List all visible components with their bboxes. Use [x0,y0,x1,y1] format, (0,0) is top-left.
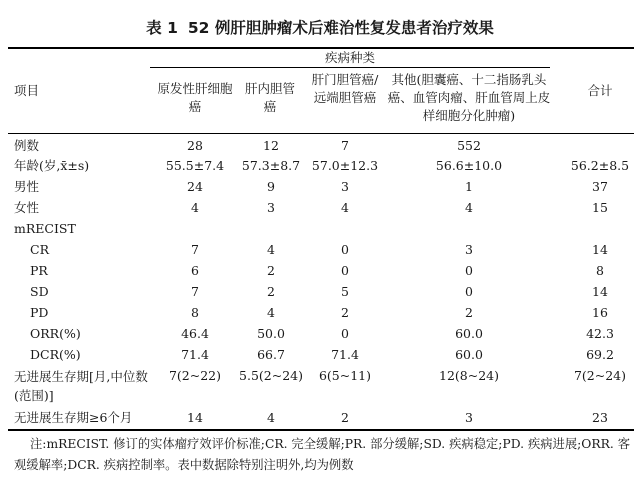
cell-v3: 2 [341,410,349,425]
bottom-rule [8,429,634,431]
cell-v2: 5.5(2~24) [239,368,303,383]
cell-v4: 4 [465,200,473,215]
header-bottom-rule [8,133,634,134]
cell-v1: 46.4 [181,326,209,341]
cell-v1: 71.4 [181,347,209,362]
cell-v2: 2 [267,284,275,299]
cell-v3: 57.0±12.3 [311,158,379,173]
cell-v4: 2 [465,305,473,320]
header-disease-group: 疾病种类 [324,50,375,65]
row-label: 无进展生存期≥6个月 [14,410,133,425]
cell-v1: 28 [187,138,203,153]
header-col-hcc: 原发性肝细胞癌 [157,81,233,114]
cell-v1: 7(2~22) [168,368,222,383]
table-note: 注:mRECIST. 修订的实体瘤疗效评价标准;CR. 完全缓解;PR. 部分缓解;SD. 疾病稳定;PD. 疾病进展;ORR. 客观缓解率;DCR. 疾病控制率。表中数据除特别注明外,均为例数 [14,437,630,472]
cell-v3: 0 [341,242,349,257]
cell-v2: 57.3±8.7 [241,158,301,173]
cell-total: 23 [592,410,608,425]
cell-total: 15 [592,200,608,215]
row-label: PD [30,305,49,320]
cell-v4: 12(8~24) [439,368,499,383]
cell-v3: 4 [341,200,349,215]
cell-v3: 7 [341,138,349,153]
cell-v1: 8 [191,305,199,320]
cell-v2: 50.0 [257,326,285,341]
cell-v4: 56.6±10.0 [435,158,503,173]
cell-v2: 3 [267,200,275,215]
cell-v4: 552 [457,138,481,153]
cell-v2: 12 [263,138,279,153]
cell-v4: 0 [465,284,473,299]
row-label: 女性 [14,200,40,215]
row-label: ORR(%) [30,326,81,341]
cell-v2: 4 [267,242,275,257]
cell-v1: 24 [187,179,203,194]
cell-v2: 2 [267,263,275,278]
cell-v2: 9 [267,179,275,194]
table-label: 表 1 [146,19,178,37]
cell-total: 69.2 [586,347,614,362]
cell-total: 37 [592,179,608,194]
cell-v3: 2 [341,305,349,320]
cell-v3: 0 [341,326,349,341]
cell-v3: 3 [341,179,349,194]
row-label: 年龄(岁,x̄±s) [14,158,90,173]
cell-v1: 7 [191,242,199,257]
cell-v1: 14 [187,410,203,425]
header-item: 项目 [14,83,40,98]
cell-v3: 71.4 [331,347,359,362]
cell-total: 14 [592,242,608,257]
row-label: 无进展生存期[月,中位数(范围)] [14,369,148,403]
row-label: 男性 [14,179,40,194]
cell-v1: 6 [191,263,199,278]
cell-total: 16 [592,305,608,320]
header-col-other: 其他(胆囊癌、十二指肠乳头癌、血管肉瘤、肝血管周上皮样细胞分化肿瘤) [387,72,551,123]
row-label: mRECIST [14,221,76,236]
group-rule [150,67,550,68]
cell-v2: 66.7 [257,347,285,362]
cell-total: 14 [592,284,608,299]
cell-v4: 60.0 [455,347,483,362]
cell-v1: 7 [191,284,199,299]
cell-total: 8 [596,263,604,278]
cell-v4: 3 [465,410,473,425]
cell-v2: 4 [267,410,275,425]
cell-v1: 55.5±7.4 [165,158,225,173]
cell-v1: 4 [191,200,199,215]
cell-total: 42.3 [586,326,614,341]
header-total: 合计 [587,83,613,98]
cell-v4: 0 [465,263,473,278]
table-title: 52 例肝胆肿瘤术后难治性复发患者治疗效果 [187,19,494,37]
cell-v4: 1 [465,179,473,194]
row-label: DCR(%) [30,347,81,362]
cell-v4: 3 [465,242,473,257]
row-label: SD [30,284,49,299]
cell-v3: 0 [341,263,349,278]
table-caption [0,18,640,38]
cell-total: 56.2±8.5 [570,158,630,173]
cell-v3: 5 [341,284,349,299]
header-col-icc: 肝内胆管癌 [244,81,295,114]
row-label: PR [30,263,48,278]
cell-v2: 4 [267,305,275,320]
cell-v4: 60.0 [455,326,483,341]
header-col-hilar: 肝门胆管癌/远端胆管癌 [311,72,379,105]
cell-v3: 6(5~11) [318,368,372,383]
row-label: CR [30,242,49,257]
cell-total: 7(2~24) [573,368,627,383]
row-label: 例数 [14,138,40,153]
